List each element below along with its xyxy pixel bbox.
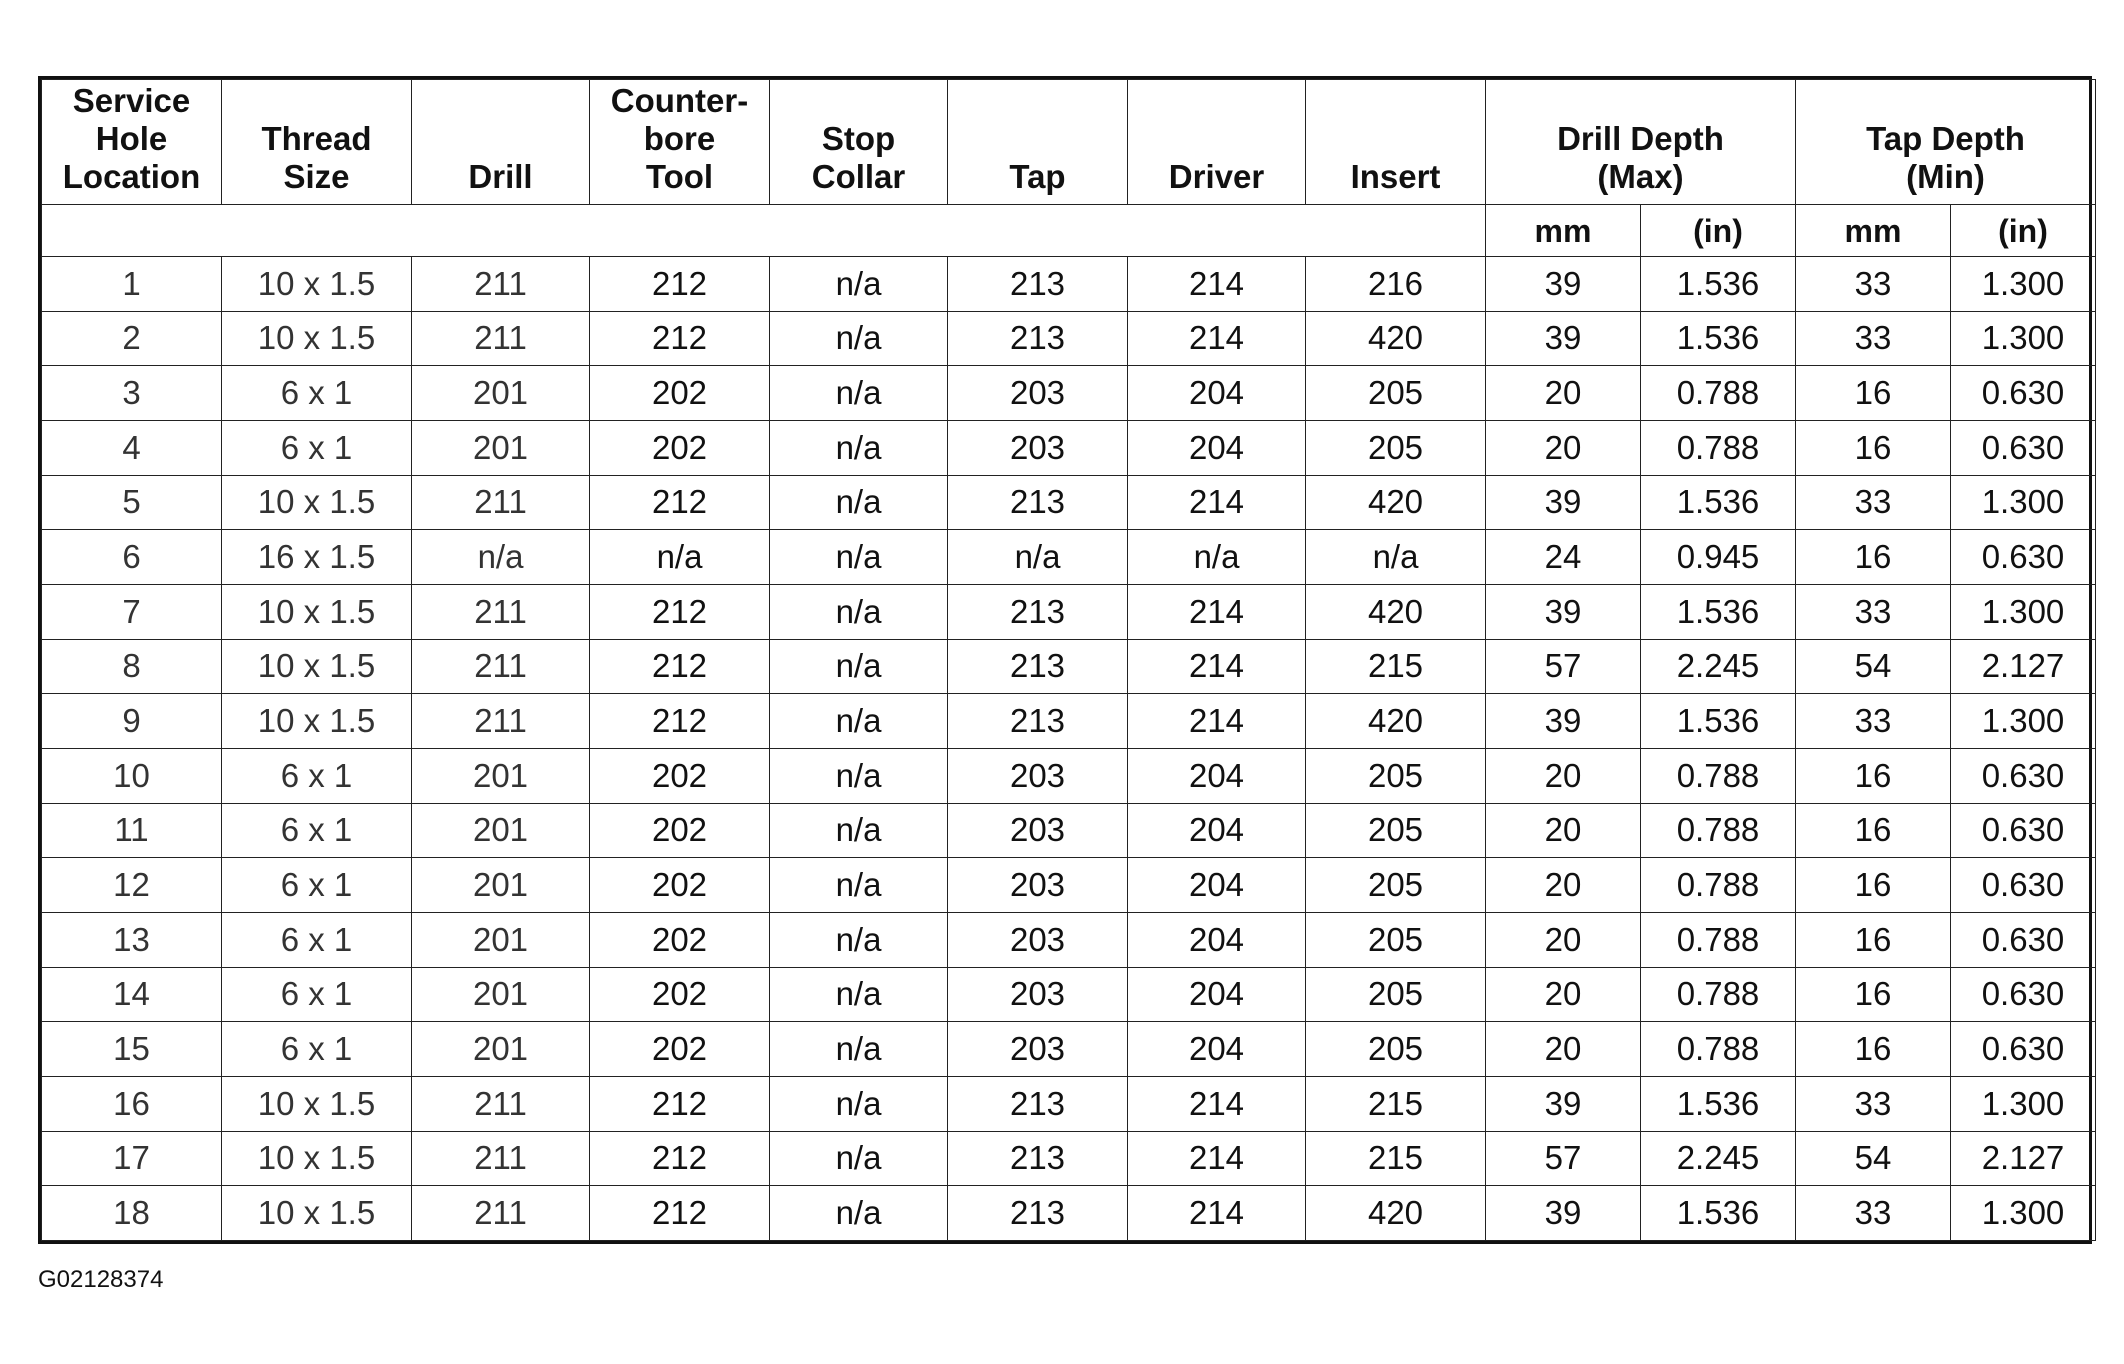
driver-cell: 214: [1128, 639, 1306, 694]
thread-size-cell: 10 x 1.5: [222, 1076, 412, 1131]
header-driver: Driver: [1128, 80, 1306, 205]
drill-cell: 201: [412, 858, 590, 913]
unit-tap-depth-mm: mm: [1796, 205, 1951, 257]
driver-cell: 204: [1128, 803, 1306, 858]
drill-depth-in-cell: 1.536: [1641, 475, 1796, 530]
drill-depth-mm-cell: 57: [1486, 1131, 1641, 1186]
counterbore-tool-cell: 212: [590, 257, 770, 312]
driver-cell: 214: [1128, 257, 1306, 312]
table-row: [42, 1186, 2096, 1241]
drill-depth-mm-cell: 39: [1486, 1186, 1641, 1241]
service-hole-location-cell: 13: [42, 912, 222, 967]
drill-cell: 201: [412, 420, 590, 475]
tap-cell: 203: [948, 912, 1128, 967]
drill-cell: 211: [412, 584, 590, 639]
drill-depth-mm-cell: 39: [1486, 311, 1641, 366]
insert-cell: 215: [1306, 1076, 1486, 1131]
drill-cell: 201: [412, 803, 590, 858]
tap-depth-in-cell: 2.127: [1951, 639, 2096, 694]
table-row: [42, 912, 2096, 967]
drill-depth-in-cell: 0.788: [1641, 420, 1796, 475]
table-row: [42, 748, 2096, 803]
stop-collar-cell: n/a: [770, 748, 948, 803]
tap-cell: 213: [948, 1131, 1128, 1186]
thread-size-cell: 10 x 1.5: [222, 475, 412, 530]
tap-depth-in-cell: 1.300: [1951, 257, 2096, 312]
service-hole-location-cell: 8: [42, 639, 222, 694]
service-hole-location-cell: 17: [42, 1131, 222, 1186]
insert-cell: 205: [1306, 420, 1486, 475]
insert-cell: 205: [1306, 366, 1486, 421]
thread-size-cell: 16 x 1.5: [222, 530, 412, 585]
tap-depth-mm-cell: 33: [1796, 475, 1951, 530]
service-hole-repair-chart: [38, 76, 2092, 1244]
tap-depth-mm-cell: 33: [1796, 694, 1951, 749]
service-hole-location-cell: 11: [42, 803, 222, 858]
thread-size-cell: 6 x 1: [222, 858, 412, 913]
driver-cell: 214: [1128, 1186, 1306, 1241]
tap-depth-mm-cell: 16: [1796, 858, 1951, 913]
drill-depth-mm-cell: 39: [1486, 257, 1641, 312]
drill-depth-mm-cell: 20: [1486, 748, 1641, 803]
table-body: [42, 257, 2096, 1241]
tap-depth-mm-cell: 16: [1796, 420, 1951, 475]
service-hole-location-cell: 4: [42, 420, 222, 475]
counterbore-tool-cell: 212: [590, 1076, 770, 1131]
repair-specification-table: [41, 79, 2096, 1241]
tap-cell: 203: [948, 748, 1128, 803]
insert-cell: 205: [1306, 1022, 1486, 1077]
drill-cell: 211: [412, 1186, 590, 1241]
service-hole-location-cell: 16: [42, 1076, 222, 1131]
tap-depth-in-cell: 0.630: [1951, 420, 2096, 475]
stop-collar-cell: n/a: [770, 1022, 948, 1077]
counterbore-tool-cell: 202: [590, 858, 770, 913]
drill-cell: 201: [412, 912, 590, 967]
service-hole-location-cell: 10: [42, 748, 222, 803]
drill-depth-in-cell: 1.536: [1641, 694, 1796, 749]
service-hole-location-cell: 7: [42, 584, 222, 639]
drill-depth-in-cell: 1.536: [1641, 1186, 1796, 1241]
stop-collar-cell: n/a: [770, 475, 948, 530]
drill-depth-mm-cell: 39: [1486, 584, 1641, 639]
counterbore-tool-cell: 212: [590, 475, 770, 530]
stop-collar-cell: n/a: [770, 311, 948, 366]
tap-depth-in-cell: 0.630: [1951, 967, 2096, 1022]
header-stop-collar: Stop Collar: [770, 80, 948, 205]
units-row-blank: [42, 205, 1486, 257]
insert-cell: 205: [1306, 748, 1486, 803]
tap-cell: 213: [948, 1076, 1128, 1131]
tap-cell: 203: [948, 1022, 1128, 1077]
header-service-hole-location: Service Hole Location: [42, 80, 222, 205]
drill-cell: 201: [412, 1022, 590, 1077]
service-hole-location-cell: 14: [42, 967, 222, 1022]
insert-cell: 205: [1306, 803, 1486, 858]
thread-size-cell: 6 x 1: [222, 420, 412, 475]
thread-size-cell: 6 x 1: [222, 967, 412, 1022]
table-row: [42, 420, 2096, 475]
drill-cell: 211: [412, 694, 590, 749]
drill-depth-in-cell: 1.536: [1641, 311, 1796, 366]
tap-depth-mm-cell: 16: [1796, 967, 1951, 1022]
figure-id-label: G02128374: [38, 1266, 164, 1293]
counterbore-tool-cell: 212: [590, 311, 770, 366]
thread-size-cell: 10 x 1.5: [222, 1186, 412, 1241]
drill-cell: 211: [412, 1076, 590, 1131]
tap-depth-mm-cell: 16: [1796, 366, 1951, 421]
tap-cell: 213: [948, 1186, 1128, 1241]
unit-drill-depth-mm: mm: [1486, 205, 1641, 257]
drill-depth-in-cell: 1.536: [1641, 1076, 1796, 1131]
drill-depth-in-cell: 0.945: [1641, 530, 1796, 585]
counterbore-tool-cell: 202: [590, 967, 770, 1022]
stop-collar-cell: n/a: [770, 694, 948, 749]
table-row: [42, 366, 2096, 421]
stop-collar-cell: n/a: [770, 1186, 948, 1241]
counterbore-tool-cell: 202: [590, 803, 770, 858]
tap-cell: 213: [948, 639, 1128, 694]
driver-cell: 204: [1128, 858, 1306, 913]
header-tap: Tap: [948, 80, 1128, 205]
counterbore-tool-cell: 202: [590, 748, 770, 803]
table-row: [42, 1076, 2096, 1131]
tap-depth-in-cell: 1.300: [1951, 1076, 2096, 1131]
service-hole-location-cell: 5: [42, 475, 222, 530]
counterbore-tool-cell: 212: [590, 1131, 770, 1186]
tap-cell: 213: [948, 475, 1128, 530]
tap-depth-mm-cell: 16: [1796, 803, 1951, 858]
counterbore-tool-cell: n/a: [590, 530, 770, 585]
drill-depth-mm-cell: 20: [1486, 912, 1641, 967]
drill-depth-mm-cell: 39: [1486, 1076, 1641, 1131]
unit-tap-depth-in: (in): [1951, 205, 2096, 257]
stop-collar-cell: n/a: [770, 530, 948, 585]
drill-depth-in-cell: 0.788: [1641, 803, 1796, 858]
thread-size-cell: 6 x 1: [222, 1022, 412, 1077]
tap-cell: n/a: [948, 530, 1128, 585]
drill-cell: n/a: [412, 530, 590, 585]
drill-depth-in-cell: 2.245: [1641, 639, 1796, 694]
drill-cell: 201: [412, 967, 590, 1022]
driver-cell: 214: [1128, 694, 1306, 749]
thread-size-cell: 6 x 1: [222, 748, 412, 803]
stop-collar-cell: n/a: [770, 584, 948, 639]
insert-cell: 420: [1306, 475, 1486, 530]
stop-collar-cell: n/a: [770, 366, 948, 421]
stop-collar-cell: n/a: [770, 803, 948, 858]
table-row: [42, 803, 2096, 858]
tap-depth-in-cell: 2.127: [1951, 1131, 2096, 1186]
tap-cell: 203: [948, 803, 1128, 858]
drill-depth-in-cell: 0.788: [1641, 967, 1796, 1022]
driver-cell: 214: [1128, 1076, 1306, 1131]
tap-depth-mm-cell: 33: [1796, 257, 1951, 312]
drill-cell: 211: [412, 1131, 590, 1186]
service-hole-location-cell: 18: [42, 1186, 222, 1241]
tap-depth-in-cell: 1.300: [1951, 584, 2096, 639]
drill-depth-in-cell: 0.788: [1641, 1022, 1796, 1077]
drill-cell: 211: [412, 475, 590, 530]
service-hole-location-cell: 6: [42, 530, 222, 585]
insert-cell: 420: [1306, 694, 1486, 749]
driver-cell: 204: [1128, 1022, 1306, 1077]
insert-cell: 216: [1306, 257, 1486, 312]
insert-cell: n/a: [1306, 530, 1486, 585]
driver-cell: 214: [1128, 311, 1306, 366]
tap-depth-mm-cell: 16: [1796, 912, 1951, 967]
insert-cell: 205: [1306, 967, 1486, 1022]
drill-depth-in-cell: 2.245: [1641, 1131, 1796, 1186]
drill-depth-mm-cell: 57: [1486, 639, 1641, 694]
service-hole-location-cell: 2: [42, 311, 222, 366]
tap-depth-in-cell: 1.300: [1951, 475, 2096, 530]
stop-collar-cell: n/a: [770, 858, 948, 913]
service-hole-location-cell: 12: [42, 858, 222, 913]
tap-depth-mm-cell: 54: [1796, 1131, 1951, 1186]
stop-collar-cell: n/a: [770, 912, 948, 967]
counterbore-tool-cell: 202: [590, 420, 770, 475]
drill-depth-in-cell: 1.536: [1641, 584, 1796, 639]
counterbore-tool-cell: 212: [590, 1186, 770, 1241]
tap-depth-in-cell: 0.630: [1951, 366, 2096, 421]
tap-depth-mm-cell: 16: [1796, 1022, 1951, 1077]
drill-cell: 211: [412, 257, 590, 312]
drill-depth-mm-cell: 20: [1486, 420, 1641, 475]
insert-cell: 420: [1306, 584, 1486, 639]
drill-cell: 201: [412, 748, 590, 803]
drill-depth-mm-cell: 20: [1486, 803, 1641, 858]
header-insert: Insert: [1306, 80, 1486, 205]
drill-depth-in-cell: 0.788: [1641, 366, 1796, 421]
tap-depth-mm-cell: 54: [1796, 639, 1951, 694]
units-row: [42, 205, 2096, 257]
counterbore-tool-cell: 202: [590, 912, 770, 967]
drill-depth-mm-cell: 20: [1486, 1022, 1641, 1077]
tap-depth-in-cell: 1.300: [1951, 311, 2096, 366]
insert-cell: 420: [1306, 1186, 1486, 1241]
drill-cell: 211: [412, 311, 590, 366]
drill-cell: 211: [412, 639, 590, 694]
tap-depth-in-cell: 0.630: [1951, 858, 2096, 913]
thread-size-cell: 6 x 1: [222, 366, 412, 421]
counterbore-tool-cell: 202: [590, 1022, 770, 1077]
header-row: [42, 80, 2096, 205]
driver-cell: 204: [1128, 420, 1306, 475]
driver-cell: 204: [1128, 366, 1306, 421]
drill-depth-mm-cell: 39: [1486, 475, 1641, 530]
thread-size-cell: 10 x 1.5: [222, 257, 412, 312]
stop-collar-cell: n/a: [770, 1131, 948, 1186]
drill-depth-mm-cell: 20: [1486, 366, 1641, 421]
tap-depth-in-cell: 0.630: [1951, 912, 2096, 967]
counterbore-tool-cell: 212: [590, 694, 770, 749]
service-hole-location-cell: 3: [42, 366, 222, 421]
table-row: [42, 530, 2096, 585]
drill-cell: 201: [412, 366, 590, 421]
driver-cell: n/a: [1128, 530, 1306, 585]
table-row: [42, 311, 2096, 366]
drill-depth-in-cell: 1.536: [1641, 257, 1796, 312]
table-row: [42, 1022, 2096, 1077]
driver-cell: 204: [1128, 748, 1306, 803]
drill-depth-in-cell: 0.788: [1641, 912, 1796, 967]
tap-depth-in-cell: 1.300: [1951, 1186, 2096, 1241]
insert-cell: 205: [1306, 912, 1486, 967]
drill-depth-mm-cell: 24: [1486, 530, 1641, 585]
stop-collar-cell: n/a: [770, 967, 948, 1022]
thread-size-cell: 10 x 1.5: [222, 1131, 412, 1186]
service-hole-location-cell: 15: [42, 1022, 222, 1077]
tap-depth-mm-cell: 33: [1796, 1186, 1951, 1241]
stop-collar-cell: n/a: [770, 639, 948, 694]
thread-size-cell: 10 x 1.5: [222, 584, 412, 639]
tap-cell: 203: [948, 420, 1128, 475]
drill-depth-mm-cell: 20: [1486, 858, 1641, 913]
table-row: [42, 584, 2096, 639]
tap-depth-mm-cell: 16: [1796, 530, 1951, 585]
table-row: [42, 639, 2096, 694]
table-row: [42, 257, 2096, 312]
tap-depth-in-cell: 0.630: [1951, 803, 2096, 858]
stop-collar-cell: n/a: [770, 420, 948, 475]
unit-drill-depth-in: (in): [1641, 205, 1796, 257]
table-row: [42, 967, 2096, 1022]
tap-depth-mm-cell: 33: [1796, 1076, 1951, 1131]
drill-depth-mm-cell: 39: [1486, 694, 1641, 749]
header-drill: Drill: [412, 80, 590, 205]
drill-depth-in-cell: 0.788: [1641, 748, 1796, 803]
table-row: [42, 475, 2096, 530]
service-hole-location-cell: 1: [42, 257, 222, 312]
header-tap-depth-min: Tap Depth (Min): [1796, 80, 2096, 205]
counterbore-tool-cell: 212: [590, 639, 770, 694]
tap-cell: 213: [948, 311, 1128, 366]
service-hole-location-cell: 9: [42, 694, 222, 749]
table-row: [42, 1131, 2096, 1186]
thread-size-cell: 6 x 1: [222, 912, 412, 967]
drill-depth-in-cell: 0.788: [1641, 858, 1796, 913]
tap-cell: 203: [948, 366, 1128, 421]
thread-size-cell: 10 x 1.5: [222, 694, 412, 749]
driver-cell: 214: [1128, 475, 1306, 530]
driver-cell: 214: [1128, 584, 1306, 639]
insert-cell: 215: [1306, 639, 1486, 694]
thread-size-cell: 6 x 1: [222, 803, 412, 858]
tap-depth-in-cell: 0.630: [1951, 530, 2096, 585]
tap-cell: 203: [948, 967, 1128, 1022]
counterbore-tool-cell: 202: [590, 366, 770, 421]
tap-depth-mm-cell: 33: [1796, 584, 1951, 639]
insert-cell: 205: [1306, 858, 1486, 913]
stop-collar-cell: n/a: [770, 257, 948, 312]
tap-cell: 213: [948, 694, 1128, 749]
tap-depth-mm-cell: 33: [1796, 311, 1951, 366]
thread-size-cell: 10 x 1.5: [222, 311, 412, 366]
header-drill-depth-max: Drill Depth (Max): [1486, 80, 1796, 205]
stop-collar-cell: n/a: [770, 1076, 948, 1131]
insert-cell: 420: [1306, 311, 1486, 366]
header-thread-size: Thread Size: [222, 80, 412, 205]
tap-depth-mm-cell: 16: [1796, 748, 1951, 803]
table-row: [42, 858, 2096, 913]
tap-cell: 213: [948, 257, 1128, 312]
tap-depth-in-cell: 0.630: [1951, 1022, 2096, 1077]
tap-depth-in-cell: 1.300: [1951, 694, 2096, 749]
header-counterbore-tool: Counter- bore Tool: [590, 80, 770, 205]
table-row: [42, 694, 2096, 749]
driver-cell: 204: [1128, 967, 1306, 1022]
insert-cell: 215: [1306, 1131, 1486, 1186]
tap-cell: 213: [948, 584, 1128, 639]
counterbore-tool-cell: 212: [590, 584, 770, 639]
drill-depth-mm-cell: 20: [1486, 967, 1641, 1022]
tap-cell: 203: [948, 858, 1128, 913]
thread-size-cell: 10 x 1.5: [222, 639, 412, 694]
tap-depth-in-cell: 0.630: [1951, 748, 2096, 803]
driver-cell: 214: [1128, 1131, 1306, 1186]
driver-cell: 204: [1128, 912, 1306, 967]
